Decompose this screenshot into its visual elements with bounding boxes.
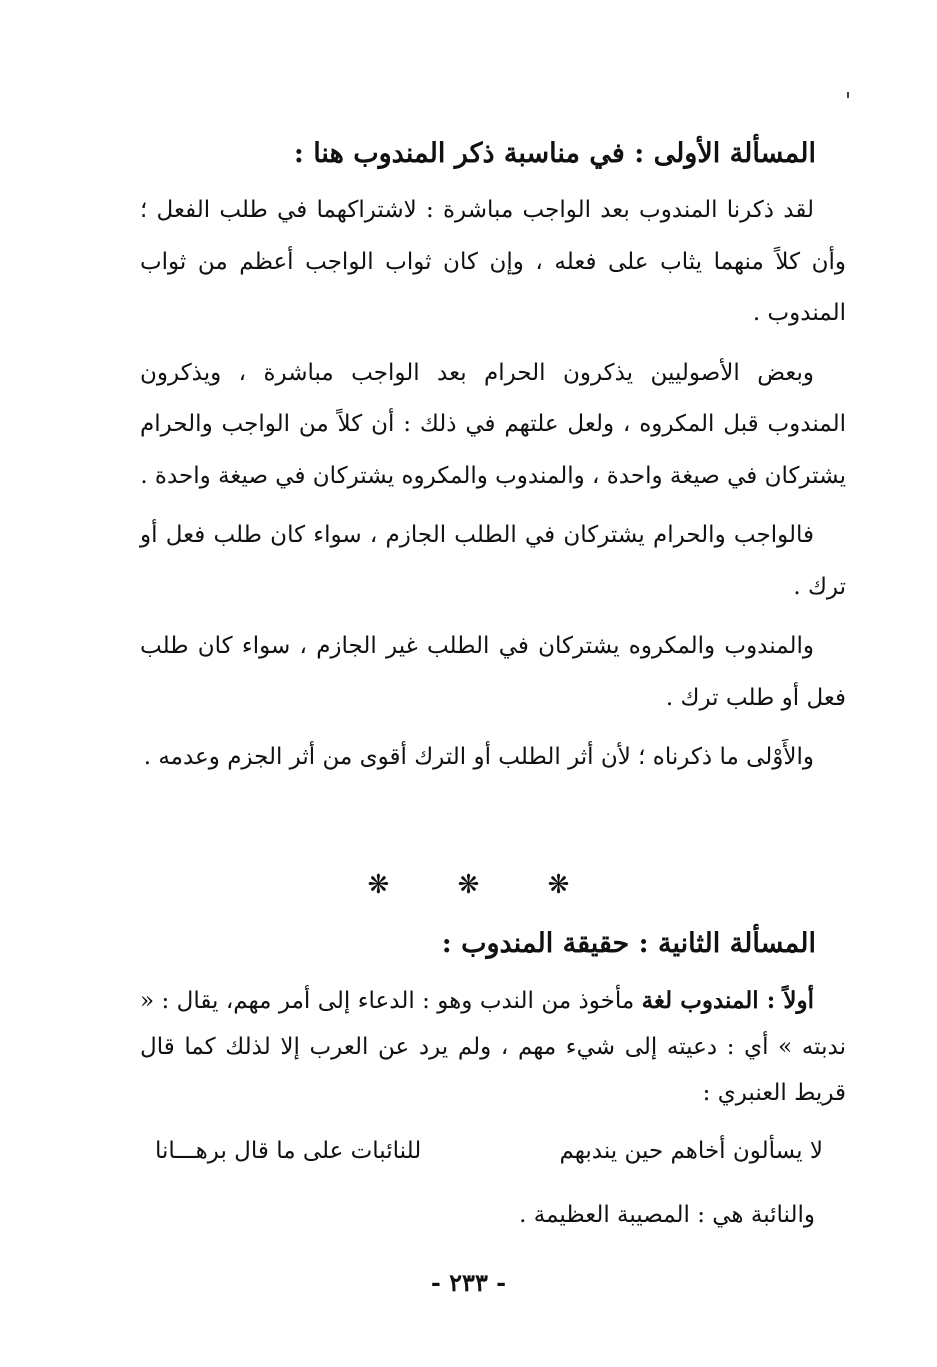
scan-mark [847, 92, 849, 98]
paragraph-definition [140, 978, 846, 1116]
definition-lead: أولاً : المندوب لغة [641, 987, 815, 1014]
section-separator [0, 870, 937, 900]
closing-paragraph: والنائبة هي : المصيبة العظيمة . [519, 1202, 815, 1228]
paragraph-5: والأَوْلى ما ذكرناه ؛ لأن أثر الطلب أو الترك أقوى من أثر الجزم وعدمه . [143, 744, 814, 770]
closing-line [155, 1192, 815, 1238]
verse-second-hemistich: للنائبات على ما قال برهـــانا [155, 1138, 422, 1164]
separator-star: ❋ [457, 870, 480, 900]
section-2-heading: المسألة الثانية : حقيقة المندوب : [441, 928, 816, 959]
paragraph-4: والمندوب والمكروه يشتركان في الطلب غير الجازم ، سواء كان طلب فعل أو طلب ترك . [140, 633, 846, 711]
definition-text: مأخوذ من الندب وهو : الدعاء إلى أمر مهم، يقال : « ندبته » أي : دعيته إلى شيء مهم ، ولم يرد عن العرب إلا لذلك كما قال قريط العنبري : [140, 988, 846, 1106]
section-1 [140, 134, 846, 784]
separator-star: ❋ [547, 870, 570, 900]
paragraph-1: لقد ذكرنا المندوب بعد الواجب مباشرة : لاشتراكهما في طلب الفعل ؛ وأن كلاً منهما يثاب على فعله ، وإن كان ثواب الواجب أعظم من ثواب المندوب . [140, 197, 846, 326]
paragraph-3: فالواجب والحرام يشتركان في الطلب الجازم ، سواء كان طلب فعل أو ترك . [140, 522, 846, 600]
verse-first-hemistich: لا يسألون أخاهم حين يندبهم [559, 1138, 823, 1164]
poetry-verse [155, 1138, 823, 1178]
section-1-heading: المسألة الأولى : في مناسبة ذكر المندوب هنا : [293, 138, 816, 169]
section-2 [140, 924, 846, 1116]
separator-star: ❋ [367, 870, 390, 900]
page-number: - ٢٣٣ - [430, 1268, 507, 1297]
paragraph-2: وبعض الأصوليين يذكرون الحرام بعد الواجب مباشرة ، ويذكرون المندوب قبل المكروه ، ولعل علتهم في ذلك : أن كلاً من الواجب والحرام يشتركان في صيغة واحدة ، والمندوب والمكروه يشتركان في صيغة واحدة . [140, 359, 846, 489]
